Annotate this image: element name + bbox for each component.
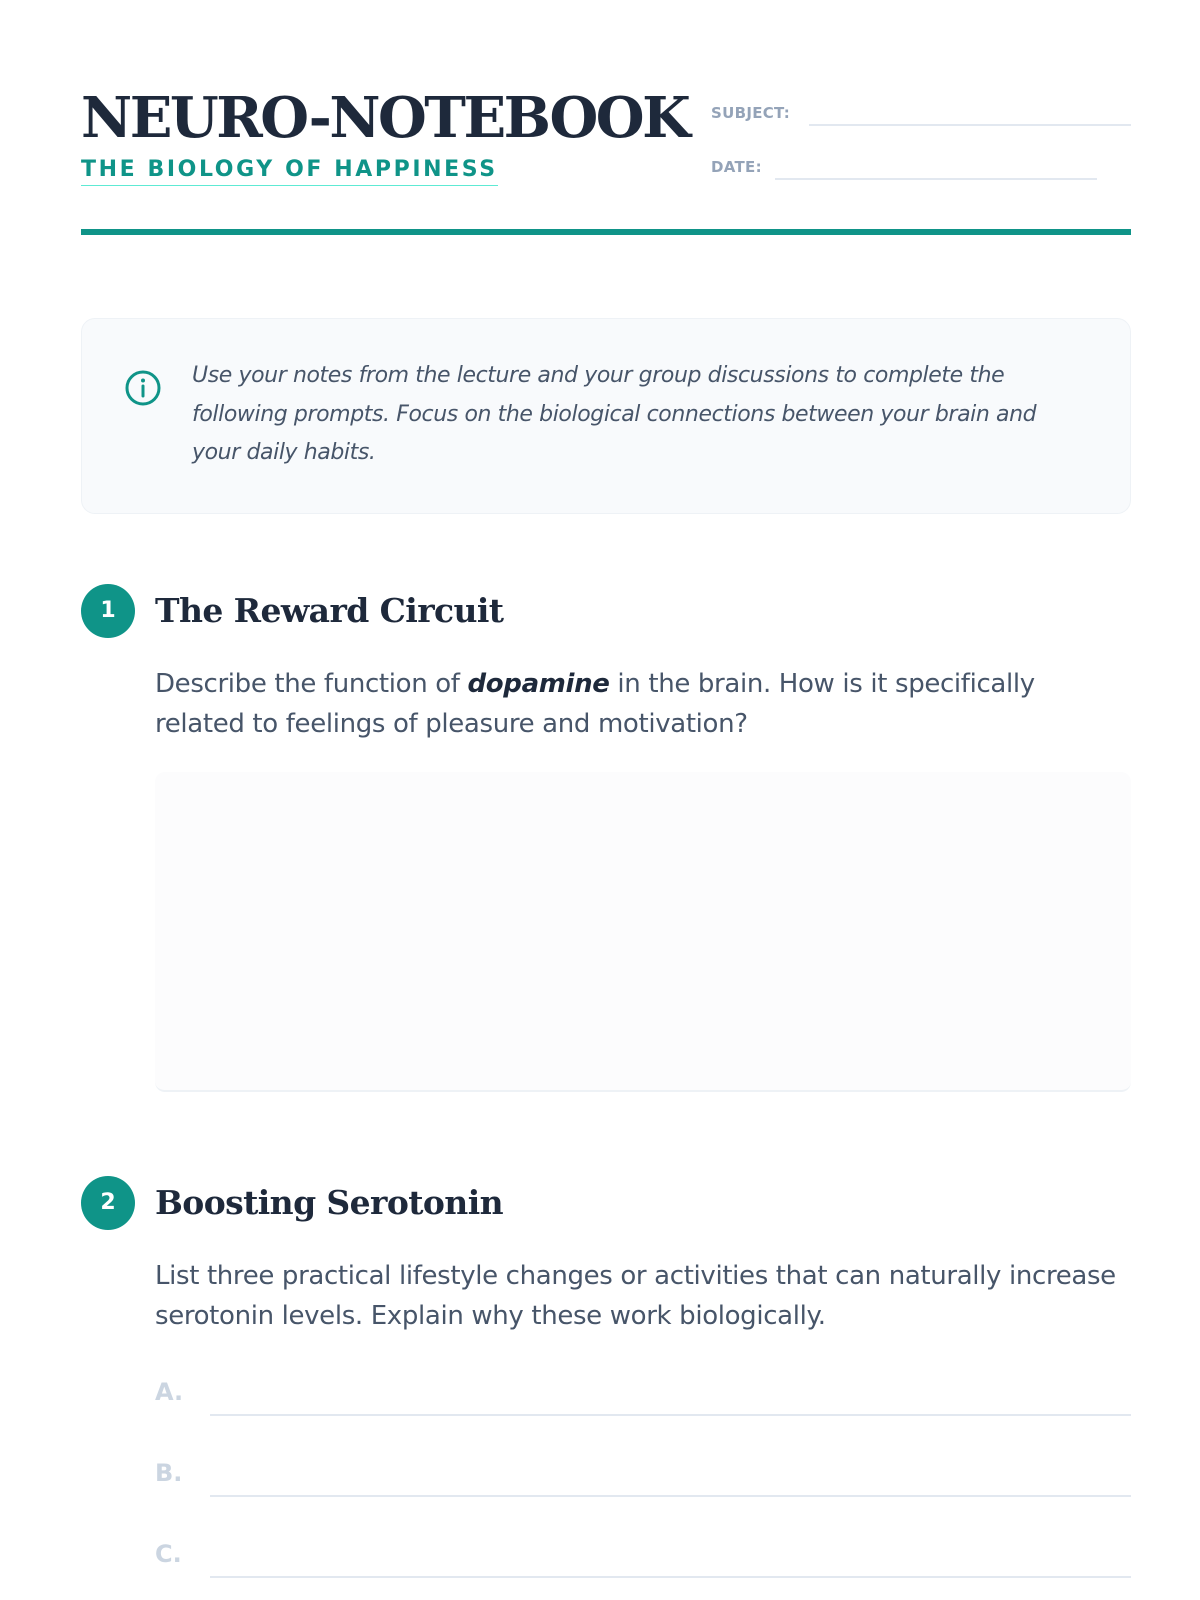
answer-line-rule[interactable] [210, 1495, 1131, 1497]
section-reward-circuit [81, 584, 1131, 1104]
answer-line-b[interactable] [155, 1447, 1131, 1497]
instructions-text: Use your notes from the lecture and your group discussions to complete the following prompts. Focus on the biological connections between your brain and your daily habits. [192, 363, 1037, 465]
answer-line-rule[interactable] [210, 1414, 1131, 1416]
worksheet-page [81, 0, 1131, 1600]
list-label: C. [155, 1540, 182, 1568]
answer-line-c[interactable] [155, 1528, 1131, 1578]
subject-field[interactable] [711, 102, 1131, 126]
prompt-text: in the brain. How is it specifically related to feelings of pleasure and motivation? [155, 669, 1035, 739]
section-title: Boosting Serotonin [155, 1183, 504, 1222]
section-title: The Reward Circuit [155, 591, 504, 630]
subject-input-line[interactable] [809, 124, 1131, 126]
prompt-text: Describe the function of [155, 669, 468, 699]
page-subtitle: THE BIOLOGY OF HAPPINESS [81, 156, 498, 186]
section-boosting-serotonin [81, 1176, 1131, 1596]
section-prompt: List three practical lifestyle changes or activities that can naturally increase serotonin levels. Explain why these work biologically. [155, 1261, 1116, 1331]
answer-line-a[interactable] [155, 1366, 1131, 1416]
section-prompt [155, 664, 1131, 744]
worksheet-header [81, 80, 1131, 236]
date-field[interactable] [711, 156, 1131, 180]
instructions-box [81, 318, 1131, 514]
answer-area[interactable] [155, 772, 1131, 1092]
date-input-line[interactable] [775, 178, 1097, 180]
list-label: A. [155, 1378, 184, 1406]
section-number-badge: 1 [81, 584, 135, 638]
page-title: NEURO-NOTEBOOK [81, 85, 689, 151]
header-divider [81, 229, 1131, 235]
answer-line-rule[interactable] [210, 1576, 1131, 1578]
date-label: DATE: [711, 158, 762, 176]
subject-label: SUBJECT: [711, 104, 791, 122]
section-number-badge: 2 [81, 1176, 135, 1230]
info-icon [124, 369, 162, 407]
prompt-emphasis: dopamine [467, 669, 610, 699]
list-label: B. [155, 1459, 183, 1487]
